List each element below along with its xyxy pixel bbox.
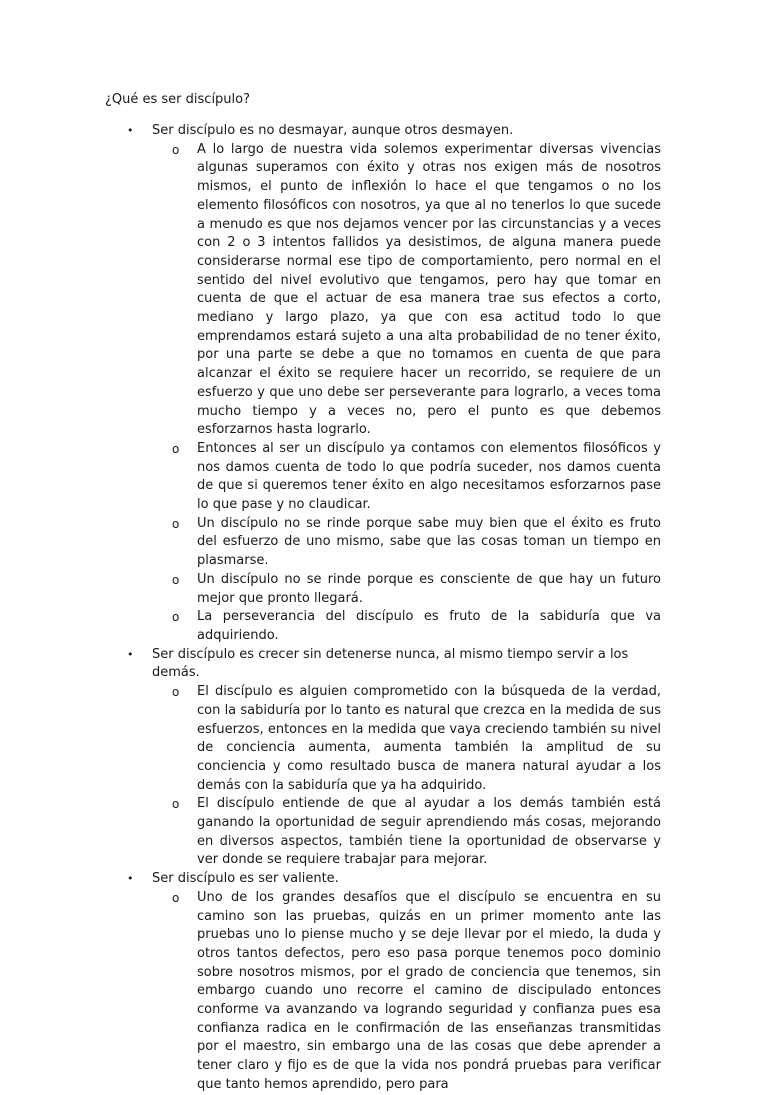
list-item-text: Un discípulo no se rinde porque es consciente de que hay un futuro mejor que pronto llegará. [197, 571, 661, 606]
list-item [105, 683, 661, 795]
list-item-text: A lo largo de nuestra vida solemos experimentar diversas vivencias algunas superamos con éxito y otras nos exigen más de nosotros mismos, el punto de inflexión lo hace el que tengamos o no los elemento filosóficos con nosotros, ya que al no tenerlos lo que sucede a menudo es que nos dejamos vencer por las circunstancias y a veces con 2 o 3 intentos fallidos ya desistimos, de alguna manera puede considerarse normal ese tipo de comportamiento, pero normal en el sentido del nivel evolutivo que tengamos, pero hay que tomar en cuenta de que el actuar de esa manera trae sus efectos a corto, mediano y largo plazo, ya que con esa actitud todo lo que emprendamos estará sujeto a una alta probabilidad de no tener éxito, por una parte se debe a que no tomamos en cuenta de que para alcanzar el éxito se requiere hacer un recorrido, se requiere de un esfuerzo y que uno debe ser perseverante para lograrlo, a veces toma mucho tiempo y a veces no, pero el punto es que debemos esforzarnos hasta lograrlo. [197, 141, 661, 438]
sub-list [105, 683, 661, 870]
sub-list [105, 141, 661, 646]
section-heading [105, 122, 661, 141]
list-item [105, 440, 661, 515]
section-heading-text: Ser discípulo es no desmayar, aunque otros desmayen. [152, 123, 514, 138]
list-item-text: La perseverancia del discípulo es fruto de la sabiduría que va adquiriendo. [197, 609, 661, 643]
circle-bullet-icon: o [172, 441, 180, 456]
bullet-icon: • [127, 647, 134, 661]
circle-bullet-icon: o [172, 142, 180, 157]
bullet-icon: • [127, 872, 134, 886]
list-item [105, 571, 661, 608]
section-heading-text: Ser discípulo es ser valiente. [152, 871, 339, 887]
section-heading [105, 646, 661, 683]
circle-bullet-icon: o [172, 516, 180, 531]
circle-bullet-icon: o [172, 610, 180, 625]
list-item [105, 515, 661, 571]
circle-bullet-icon: o [172, 572, 180, 587]
circle-bullet-icon: o [172, 685, 180, 700]
list-item-text: Un discípulo no se rinde porque sabe muy bien que el éxito es fruto del esfuerzo de uno mismo, sabe que las cosas toman un tiempo en plasmarse. [197, 515, 661, 569]
list-item-text: El discípulo entiende de que al ayudar a los demás también está ganando la oportunidad de seguir aprendiendo más cosas, mejorando en diversos aspectos, también tiene la oportunidad de observarse y ver donde se requiere trabajar para mejorar. [197, 796, 661, 868]
list-item [105, 608, 661, 645]
list-item-text: Uno de los grandes desafíos que el discípulo se encuentra en su camino son las pruebas, quizás en un primer momento ante las pruebas uno lo piense mucho y se deje llevar por el miedo, la duda y otros tantos defectos, pero eso pasa porque tenemos poco dominio sobre nosotros mismos, por el grado de conciencia que tenemos, sin embargo cuando uno recorre el camino de discipulado entonces conforme va avanzando va logrando seguridad y confianza pues esa confianza radica en le confirmación de las enseñanzas transmitidas por el maestro, sin embargo una de las cosas que debe aprender a tener claro y fijo es de que la vida nos pondrá pruebas para verificar que tanto hemos aprendido, pero para [197, 889, 661, 1092]
list-item [105, 795, 661, 870]
list-item-text: Entonces al ser un discípulo ya contamos con elementos filosóficos y nos damos cuenta de todo lo que podría suceder, nos damos cuenta de que si queremos tener éxito en algo necesitamos esforzarnos pase lo que pase y no claudicar. [197, 440, 661, 513]
bullet-icon: • [127, 124, 134, 137]
sub-list [105, 889, 661, 1095]
document-body [105, 122, 661, 1095]
list-item-text: El discípulo es alguien comprometido con la búsqueda de la verdad, con la sabiduría por lo tanto es natural que crezca en la medida de sus esfuerzos, entonces en la medida que vaya creciendo también su nivel de conciencia aumenta, aumenta también la amplitud de su conciencia y como resultado busca de manera natural ayudar a los demás con la sabiduría que ya ha adquirido. [197, 684, 661, 793]
list-item [105, 141, 661, 440]
circle-bullet-icon: o [172, 890, 180, 905]
circle-bullet-icon: o [172, 797, 180, 812]
section-heading-text: Ser discípulo es crecer sin detenerse nunca, al mismo tiempo servir a los demás. [152, 646, 629, 681]
section-heading [105, 870, 661, 889]
document-title: ¿Qué es ser discípulo? [105, 92, 251, 107]
list-item [105, 889, 661, 1095]
